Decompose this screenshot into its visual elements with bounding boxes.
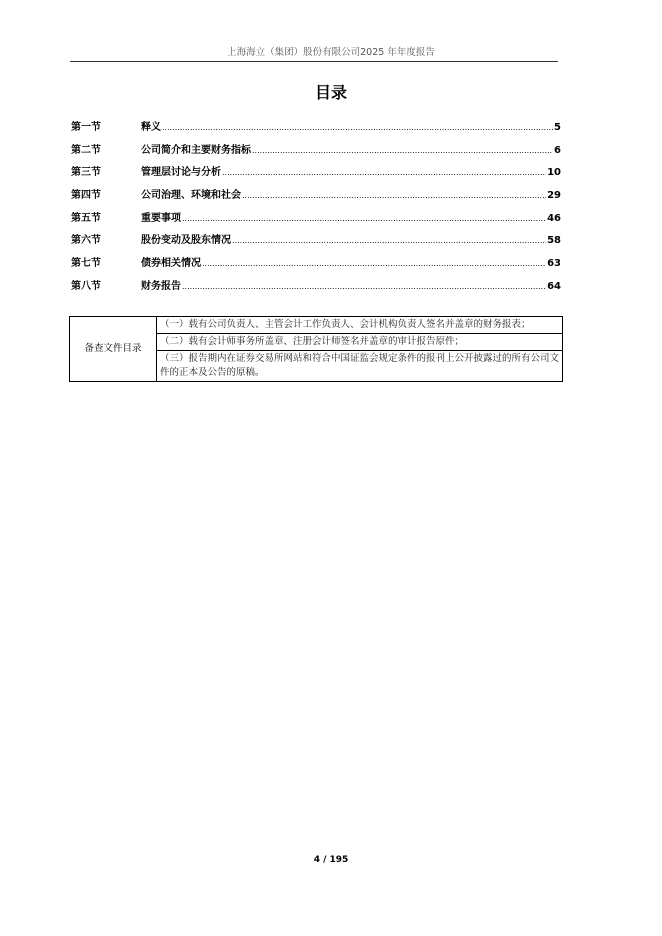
toc-entry[interactable]: [71, 211, 561, 234]
toc-page-number: 6: [554, 144, 561, 156]
toc-leader-dots: [222, 165, 546, 181]
toc-leader-dots: [162, 120, 553, 136]
toc-page-number: 63: [547, 258, 561, 270]
toc-section-label: 释义: [141, 122, 161, 133]
toc-page-number: 29: [547, 190, 561, 202]
table-row: [70, 317, 563, 334]
reference-doc-item: （三）报告期内在证券交易所网站和符合中国证监会规定条件的报刊上公开披露过的所有公司文件的正本及公告的原稿。: [157, 351, 563, 382]
toc-entry[interactable]: [71, 256, 561, 279]
toc-leader-dots: [182, 279, 546, 295]
toc-section-label: 公司治理、环境和社会: [141, 190, 241, 202]
running-header: 上海海立（集团）股份有限公司2025 年年度报告: [227, 47, 435, 58]
toc-leader-dots: [202, 256, 546, 272]
toc-section-number: 第四节: [71, 190, 101, 202]
reference-docs-label: 备查文件目录: [70, 317, 157, 382]
toc-title: 目录: [314, 83, 347, 102]
toc-section-label: 公司简介和主要财务指标: [141, 144, 251, 156]
table-of-contents: [71, 120, 561, 302]
toc-page-number: 58: [547, 235, 561, 247]
toc-section-label: 债券相关情况: [141, 258, 201, 270]
reference-documents-table: [69, 316, 563, 382]
toc-leader-dots: [242, 188, 546, 204]
toc-section-label: 财务报告: [141, 280, 181, 292]
toc-section-number: 第二节: [71, 144, 101, 156]
toc-page-number: 5: [554, 122, 561, 133]
toc-section-label: 重要事项: [141, 212, 181, 224]
toc-entry[interactable]: [71, 188, 561, 211]
reference-doc-item: （一）载有公司负责人、主管会计工作负责人、会计机构负责人签名并盖章的财务报表；: [157, 317, 563, 334]
toc-section-number: 第五节: [71, 212, 101, 224]
toc-section-number: 第三节: [71, 167, 101, 179]
header-rule: [70, 61, 558, 62]
toc-section-label: 管理层讨论与分析: [141, 167, 221, 179]
toc-section-number: 第六节: [71, 235, 101, 247]
toc-entry[interactable]: [71, 120, 561, 143]
toc-page-number: 46: [547, 212, 561, 224]
toc-section-number: 第七节: [71, 258, 101, 270]
toc-leader-dots: [182, 211, 546, 227]
toc-page-number: 64: [547, 280, 561, 292]
reference-doc-item: （二）载有会计师事务所盖章、注册会计师签名并盖章的审计报告原件；: [157, 334, 563, 351]
toc-entry[interactable]: [71, 143, 561, 166]
toc-entry[interactable]: [71, 165, 561, 188]
toc-leader-dots: [232, 233, 546, 249]
toc-page-number: 10: [547, 167, 561, 179]
toc-section-label: 股份变动及股东情况: [141, 235, 231, 247]
toc-section-number: 第八节: [71, 280, 101, 292]
toc-entry[interactable]: [71, 233, 561, 256]
toc-entry[interactable]: [71, 279, 561, 302]
toc-section-number: 第一节: [71, 122, 101, 133]
page-number: 4 / 195: [313, 855, 349, 865]
toc-leader-dots: [252, 143, 553, 159]
